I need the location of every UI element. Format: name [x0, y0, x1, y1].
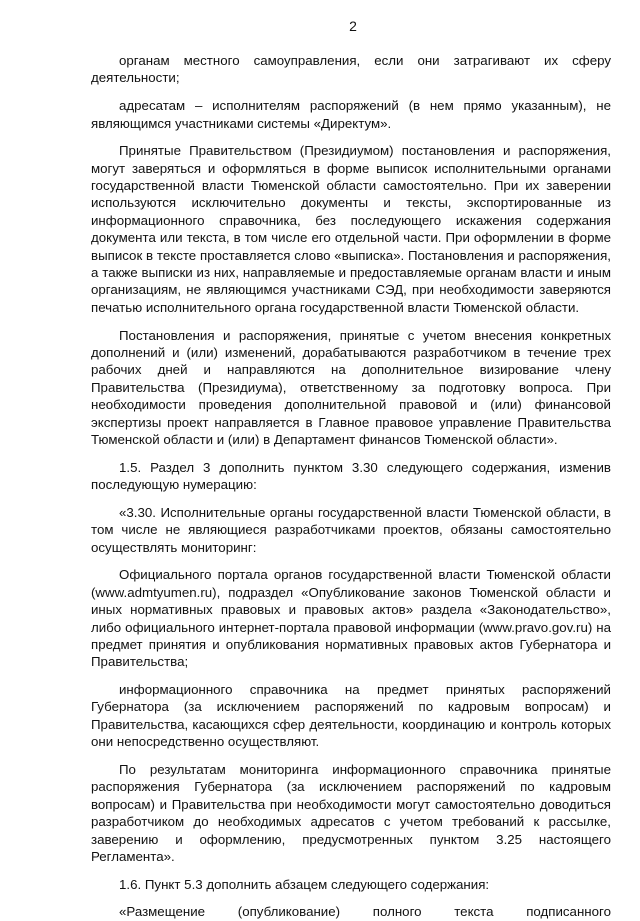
paragraph-official-portal: Официального портала органов государственной власти Тюменской области (www.admtyumen.ru), подраздел «Опубликование законов Тюменской области и иных нормативных правовых и правовых актов» раздела «Законодательство», либо официального интернет-портала правовой информации (www.pravo.gov.ru) на предмет принятия и опубликования нормативных правовых актов Губернатора и Правительства;: [91, 567, 611, 670]
paragraph-clause-5-3-amendment: 1.6. Пункт 5.3 дополнить абзацем следующего содержания:: [119, 876, 490, 892]
paragraph-local-self-government: органам местного самоуправления, если они затрагивают их сферу деятельности;: [91, 53, 611, 86]
paragraph-extracts: Принятые Правительством (Президиумом) постановления и распоряжения, могут заверяться и оформляться в форме выписок исполнительными органами государственной власти Тюменской области самостоятельно. При их заверении используются исключительно документы и тексты, экспортированные из информационного справочника, без последующего искажения содержания документа или текста, в том числе его отдельной части. При оформлении в форме выписок в тексте проставляется слово «выписка». Постановления и распоряжения, а также выписки из них, направляемые и предоставляемые органам власти и иным организациям, не являющимся участниками СЭД, при необходимости заверяются печатью исполнительного органа государственной власти Тюменской области.: [91, 143, 611, 315]
paragraph-publication: «Размещение (опубликование) полного текста подписанного: [119, 904, 611, 920]
paragraph-revisions: Постановления и распоряжения, принятые с учетом внесения конкретных дополнений и (или) изменений, дорабатываются разработчиком в течение трех рабочих дней и направляются на дополнительное визирование члену Правительства (Президиума), ответственному за подготовку вопроса. При необходимости проведения дополнительной правовой и (или) финансовой экспертизы проект направляется в Главное правовое управление Правительства Тюменской области и (или) в Департамент финансов Тюменской области».: [91, 327, 611, 448]
page-number: 2: [349, 18, 357, 34]
paragraph-section-3-amendment: 1.5. Раздел 3 дополнить пунктом 3.30 следующего содержания, изменив последующую нумерацию:: [91, 459, 611, 493]
paragraph-information-reference: информационного справочника на предмет принятых распоряжений Губернатора (за исключением распоряжений по кадровым вопросам) и Правительства, касающихся сфер деятельности, координацию и контроль которых они непосредственно осуществляют.: [91, 682, 611, 750]
paragraph-monitoring-results: По результатам мониторинга информационного справочника принятые распоряжения Губернатора (за исключением распоряжений по кадровым вопросам) и Правительства при необходимости могут самостоятельно доводиться разработчиком до необходимых адресатов с учетом требований к рассылке, заверению и оформлению, предусмотренных пунктом 3.25 настоящего Регламента».: [91, 762, 611, 865]
paragraph-addressees: адресатам – исполнителям распоряжений (в нем прямо указанным), не являющимся участниками системы «Директум».: [91, 98, 611, 131]
paragraph-clause-3-30: «3.30. Исполнительные органы государственной власти Тюменской области, в том числе не являющиеся разработчиками проектов, обязаны самостоятельно осуществлять мониторинг:: [91, 504, 611, 555]
